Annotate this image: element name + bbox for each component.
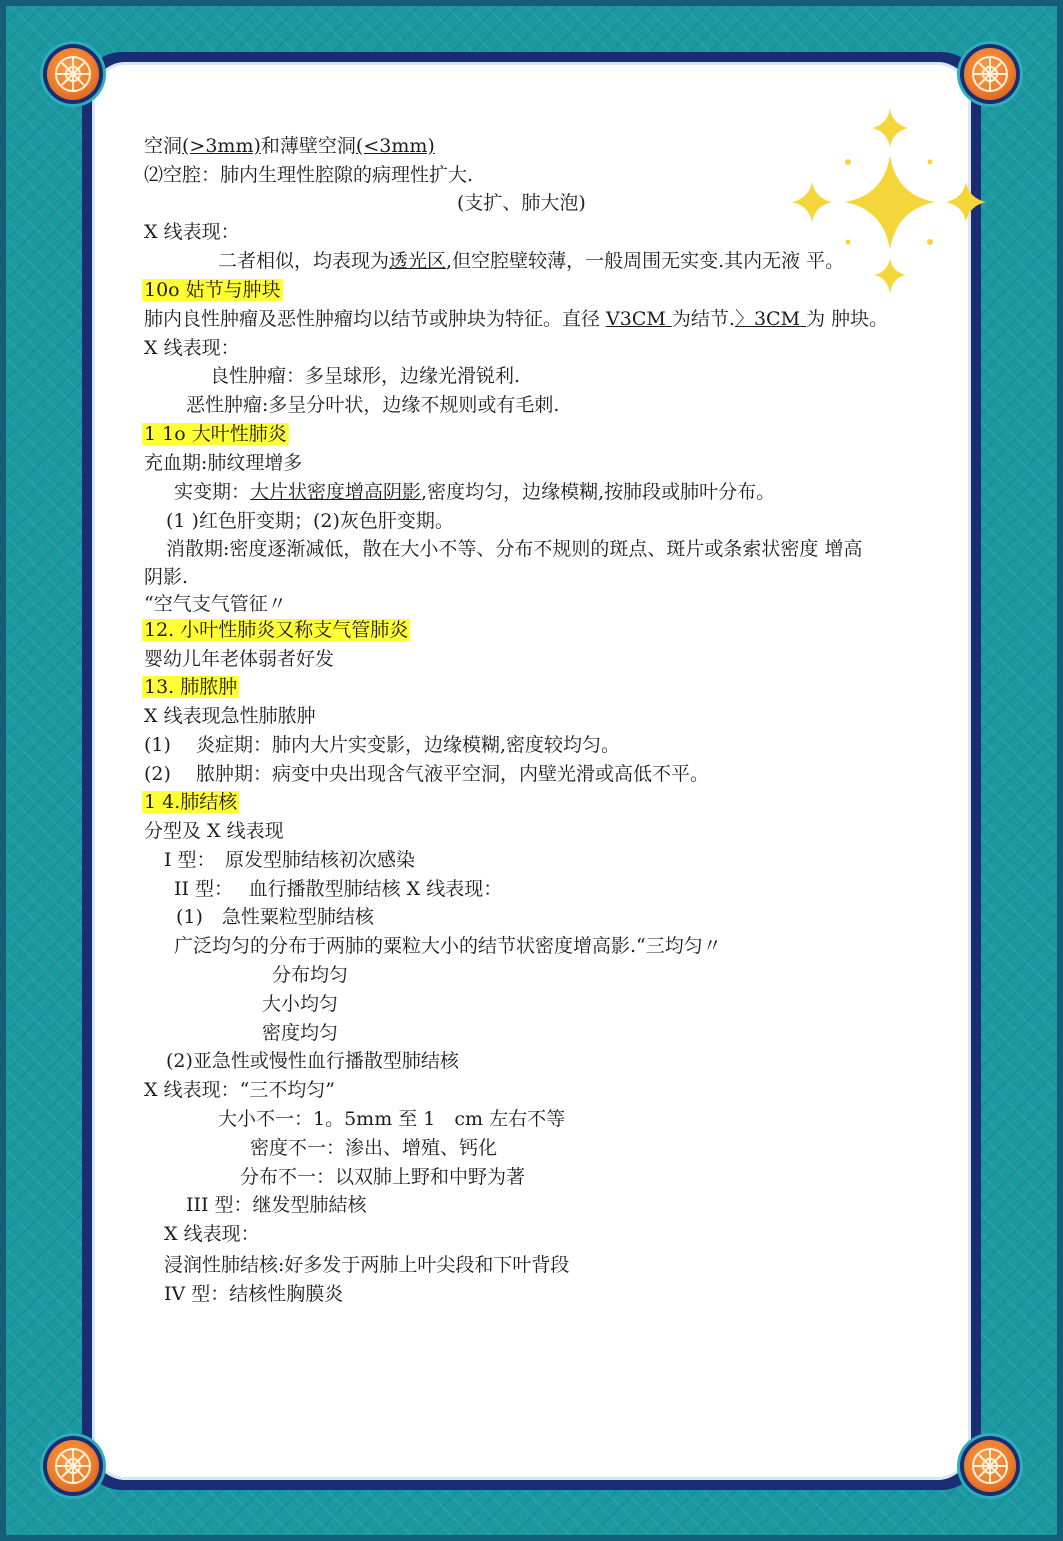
text-run: 空洞 [144, 135, 183, 157]
text-run: 和薄壁空洞 [260, 135, 356, 157]
text-line: X 线表现：“三不均匀” [144, 1079, 335, 1101]
text-line: 广泛均匀的分布于两肺的粟粒大小的结节状密度增高影.“三均匀〃 [174, 935, 722, 957]
section-heading [142, 675, 239, 699]
text-line: (1) 炎症期：肺内大片实变影，边缘模糊,密度较均匀。 [144, 734, 620, 756]
section-heading [142, 278, 283, 302]
section-heading [142, 618, 410, 642]
text-run: 为结节. [671, 308, 735, 330]
text-line [144, 134, 435, 158]
text-run: 肺内良性肿瘤及恶性肿瘤均以结节或肿块为特征。直径 [144, 308, 607, 330]
text-line: X 线表现： [144, 337, 240, 359]
heading-highlight: 10o 姑节与肿块 [144, 279, 281, 301]
text-line: (2)亚急性或慢性血行播散型肺结核 [166, 1050, 459, 1072]
underlined-text: 大片状密度增高阴影 [250, 481, 422, 503]
text-line: II 型： 血行播散型肺结核 X 线表现： [174, 878, 503, 900]
text-line: X 线表现： [144, 221, 240, 243]
text-line: ⑵空腔：肺内生理性腔隙的病理性扩大. [144, 164, 474, 186]
text-line: 恶性肿瘤:多呈分叶状，边缘不规则或有毛刺. [186, 394, 560, 416]
text-line: 充血期:肺纹理增多 [144, 452, 303, 474]
text-line: 分布不一：以双肺上野和中野为著 [240, 1166, 526, 1188]
heading-highlight: 1 1o 大叶性肺炎 [144, 423, 287, 445]
underlined-text: 透光区 [389, 250, 447, 272]
text-line: 分型及 X 线表现 [144, 820, 284, 842]
heading-highlight: 12. 小叶性肺炎又称支气管肺炎 [144, 619, 409, 641]
text-line: 阴影. [144, 566, 189, 588]
section-heading [142, 790, 239, 814]
heading-highlight: 13. 肺脓肿 [144, 676, 238, 698]
text-line: (支扩、肺大泡) [457, 192, 586, 214]
text-line: (2) 脓肿期：病变中央出现含气液平空洞，内壁光滑或高低不平。 [144, 763, 709, 785]
text-run: 为 肿块。 [806, 308, 889, 330]
text-line: (1) 急性粟粒型肺结核 [176, 906, 374, 928]
text-line: 消散期:密度逐渐减低，散在大小不等、分布不规则的斑点、斑片或条索状密度 增高 [166, 538, 863, 560]
heading-highlight: 1 4.肺结核 [144, 791, 238, 813]
text-line: 密度均匀 [262, 1022, 339, 1044]
text-line [174, 480, 775, 504]
underlined-text: 〉3CM [734, 308, 807, 330]
text-run: ,密度均匀，边缘模糊,按肺段或肺叶分布。 [421, 481, 776, 503]
text-run: 二者相似，均表现为 [218, 250, 390, 272]
text-line: 大小均匀 [262, 993, 339, 1015]
underlined-text: (>3mm) [182, 135, 261, 157]
text-line: III 型：继发型肺結核 [186, 1194, 367, 1216]
text-line: 密度不一：渗出、增殖、钙化 [250, 1137, 498, 1159]
text-line: IV 型：结核性胸膜炎 [164, 1283, 344, 1305]
text-line [144, 307, 888, 331]
text-line: I 型： 原发型肺结核初次感染 [164, 849, 416, 871]
text-line: 婴幼儿年老体弱者好发 [144, 648, 335, 670]
underlined-text: (<3mm) [355, 135, 435, 157]
section-heading [142, 422, 289, 446]
text-run: ,但空腔壁较薄，一般周围无实变.其内无液 平。 [446, 250, 845, 272]
text-line: 大小不一：1。5mm 至 1 cm 左右不等 [218, 1108, 566, 1130]
text-line: X 线表现急性肺脓肿 [144, 705, 316, 727]
text-line: X 线表现： [164, 1223, 260, 1245]
text-line [218, 249, 844, 273]
text-line: 分布均匀 [272, 964, 349, 986]
underlined-text: V3CM [606, 308, 672, 330]
text-line: “空气支气管征〃 [144, 593, 287, 615]
text-run: 实变期： [174, 481, 251, 503]
text-line: 浸润性肺结核:好多发于两肺上叶尖段和下叶背段 [164, 1254, 570, 1276]
text-line: 良性肿瘤：多呈球形，边缘光滑锐利. [210, 365, 521, 387]
text-line: (1 )红色肝变期；(2)灰色肝变期。 [166, 510, 454, 532]
